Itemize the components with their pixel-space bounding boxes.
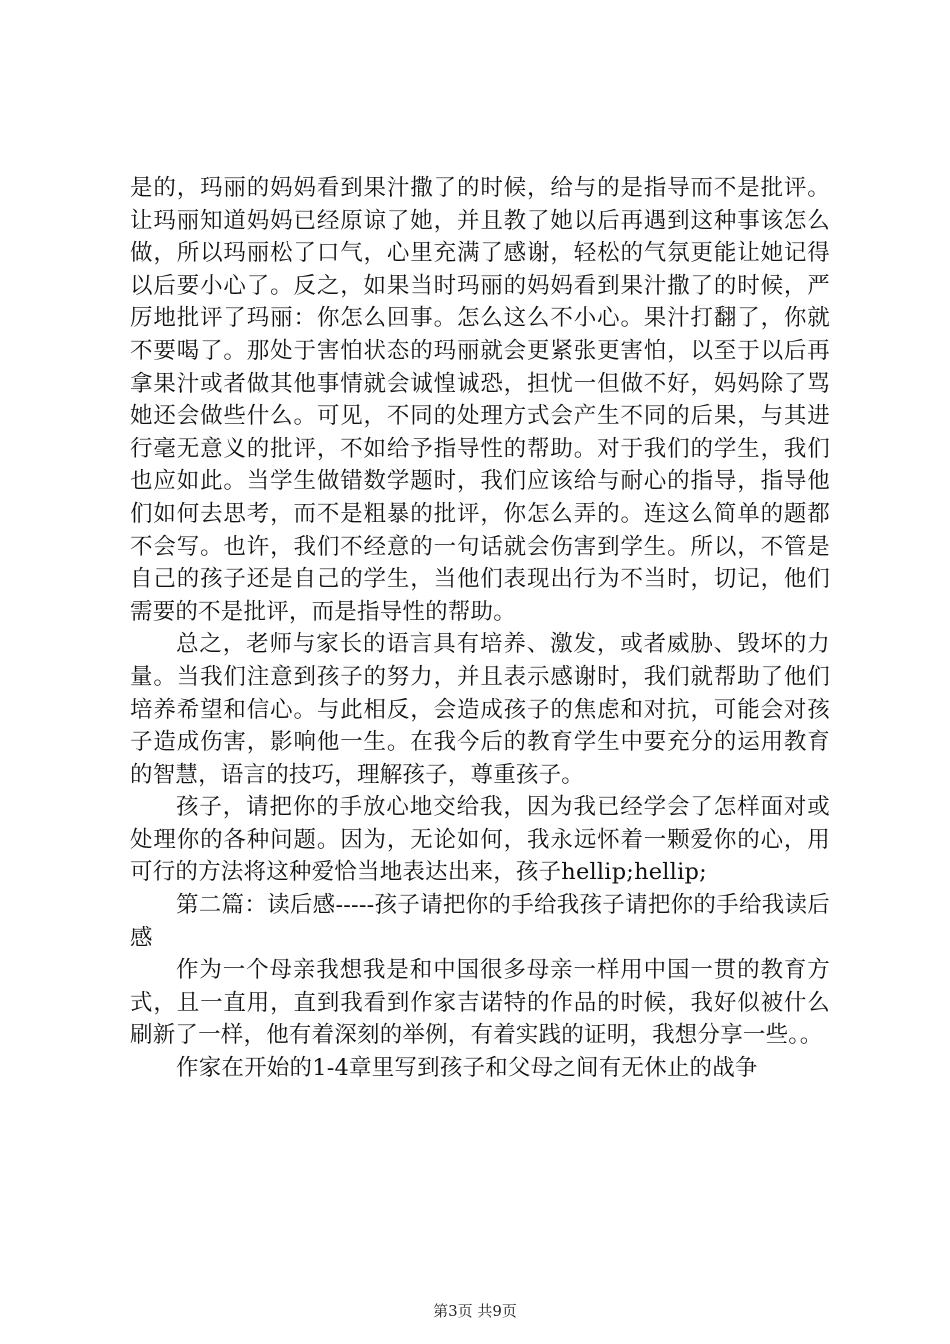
paragraph-mary-juice: 是的，玛丽的妈妈看到果汁撒了的时候，给与的是指导而不是批评。让玛丽知道妈妈已经原谅了她，并且教了她以后再遇到这种事该怎么做，所以玛丽松了口气，心里充满了感谢，轻松的气氛更能让她记得以后要小心了。反之，如果当时玛丽的妈妈看到果汁撒了的时候，严厉地批评了玛丽：你怎么回事。怎么这么不小心。果汁打翻了，你就不要喝了。那处于害怕状态的玛丽就会更紧张更害怕，以至于以后再拿果汁或者做其他事情就会诚惶诚恐，担忧一但做不好，妈妈除了骂她还会做些什么。可见，不同的处理方式会产生不同的后果，与其进行毫无意义的批评，不如给予指导性的帮助。对于我们的学生，我们也应如此。当学生做错数学题时，我们应该给与耐心的指导，指导他们如何去思考，而不是粗暴的批评，你怎么弄的。连这么简单的题都不会写。也许，我们不经意的一句话就会伤害到学生。所以，不管是自己的孩子还是自己的学生，当他们表现出行为不当时，切记，他们需要的不是批评，而是指导性的帮助。 bbox=[130, 175, 830, 625]
document-body bbox=[130, 172, 830, 1085]
paragraph-mother-reflection: 作为一个母亲我想我是和中国很多母亲一样用中国一贯的教育方式，且一直用，直到我看到作家吉诺特的作品的时候，我好似被什么刷新了一样，他有着深刻的举例，有着实践的证明，我想分享一些。。 bbox=[130, 957, 830, 1049]
paragraph-conclusion: 总之，老师与家长的语言具有培养、激发，或者威胁、毁坏的力量。当我们注意到孩子的努力，并且表示感谢时，我们就帮助了他们培养希望和信心。与此相反，会造成孩子的焦虑和对抗，可能会对孩子造成伤害，影响他一生。在我今后的教育学生中要充分的运用教育的智慧，语言的技巧，理解孩子，尊重孩子。 bbox=[130, 631, 830, 788]
section-heading-part-two: 第二篇：读后感-----孩子请把你的手给我孩子请把你的手给我读后感 bbox=[130, 892, 830, 951]
paragraph-child-hand: 孩子，请把你的手放心地交给我，因为我已经学会了怎样面对或处理你的各种问题。因为，无论如何，我永远怀着一颗爱你的心，用可行的方法将这种爱恰当地表达出来，孩子hellip;hellip; bbox=[130, 794, 830, 886]
paragraph-chapters: 作家在开始的1-4章里写到孩子和父母之间有无休止的战争 bbox=[176, 1055, 758, 1082]
page-number-footer: 第3页 共9页 bbox=[433, 1302, 517, 1320]
